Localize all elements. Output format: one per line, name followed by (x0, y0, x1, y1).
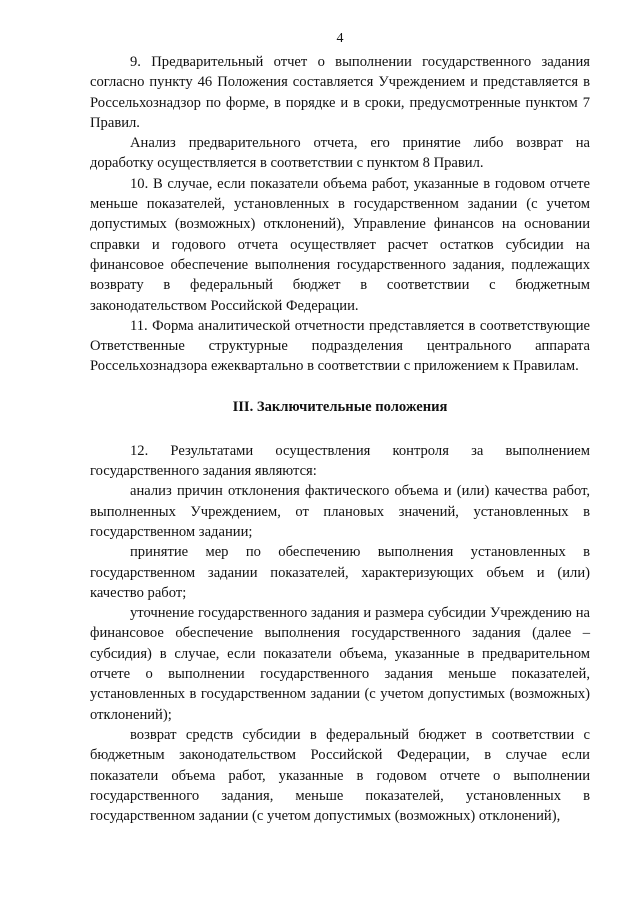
list-item-measures: принятие мер по обеспечению выполнения установленных в государственном задании показателей, характеризующих объем и (или) качество работ; (90, 544, 590, 601)
list-item-clarification: уточнение государственного задания и размера субсидии Учреждению на финансовое обеспечение выполнения государственного задания (далее – субсидия) в случае, если показатели объема, указанные в предварительном отчете о выполнении государственного задания меньше показателей, установленных в государственном задании (с учетом допустимых (возможных) отклонений); (90, 605, 590, 723)
paragraph-9: 9. Предварительный отчет о выполнении государственного задания согласно пункту 46 Положения составляется Учреждением и представляется в Россельхознадзор по форме, в порядке и в сроки, предусмотренные пунктом 7 Правил. (90, 54, 590, 131)
list-item-return: возврат средств субсидии в федеральный бюджет в соответствии с бюджетным законодательством Российской Федерации, в случае если показатели объема работ, указанные в годовом отчете о выполнении государственного задания, меньше показателей, установленных в государственном задании (с учетом допустимых (возможных) отклонений), (90, 726, 590, 825)
paragraph-11: 11. Форма аналитической отчетности представляется в соответствующие Ответственные структурные подразделения центрального аппарата Россельхознадзора ежеквартально в соответствии с приложением к Правилам. (90, 317, 590, 375)
page-number: 4 (336, 31, 344, 46)
paragraph-10: 10. В случае, если показатели объема работ, указанные в годовом отчете меньше показателей, установленных в государственном задании (с учетом допустимых (возможных) отклонений), Управление финансов на основании справки и годового отчета осуществляет расчет остатков субсидии на финансовое обеспечение выполнения государственного задания, подлежащих возврату в федеральный бюджет в соответствии с бюджетным законодательством Российской Федерации. (90, 175, 590, 314)
paragraph-12: 12. Результатами осуществления контроля за выполнением государственного задания являются: (90, 442, 590, 480)
section-title: III. Заключительные положения (232, 398, 448, 415)
paragraph-analysis: Анализ предварительного отчета, его принятие либо возврат на доработку осуществляется в соответствии с пунктом 8 Правил. (90, 135, 590, 172)
list-item-analysis: анализ причин отклонения фактического объема и (или) качества работ, выполненных Учреждением, от плановых значений, установленных в государственном задании; (90, 483, 590, 540)
